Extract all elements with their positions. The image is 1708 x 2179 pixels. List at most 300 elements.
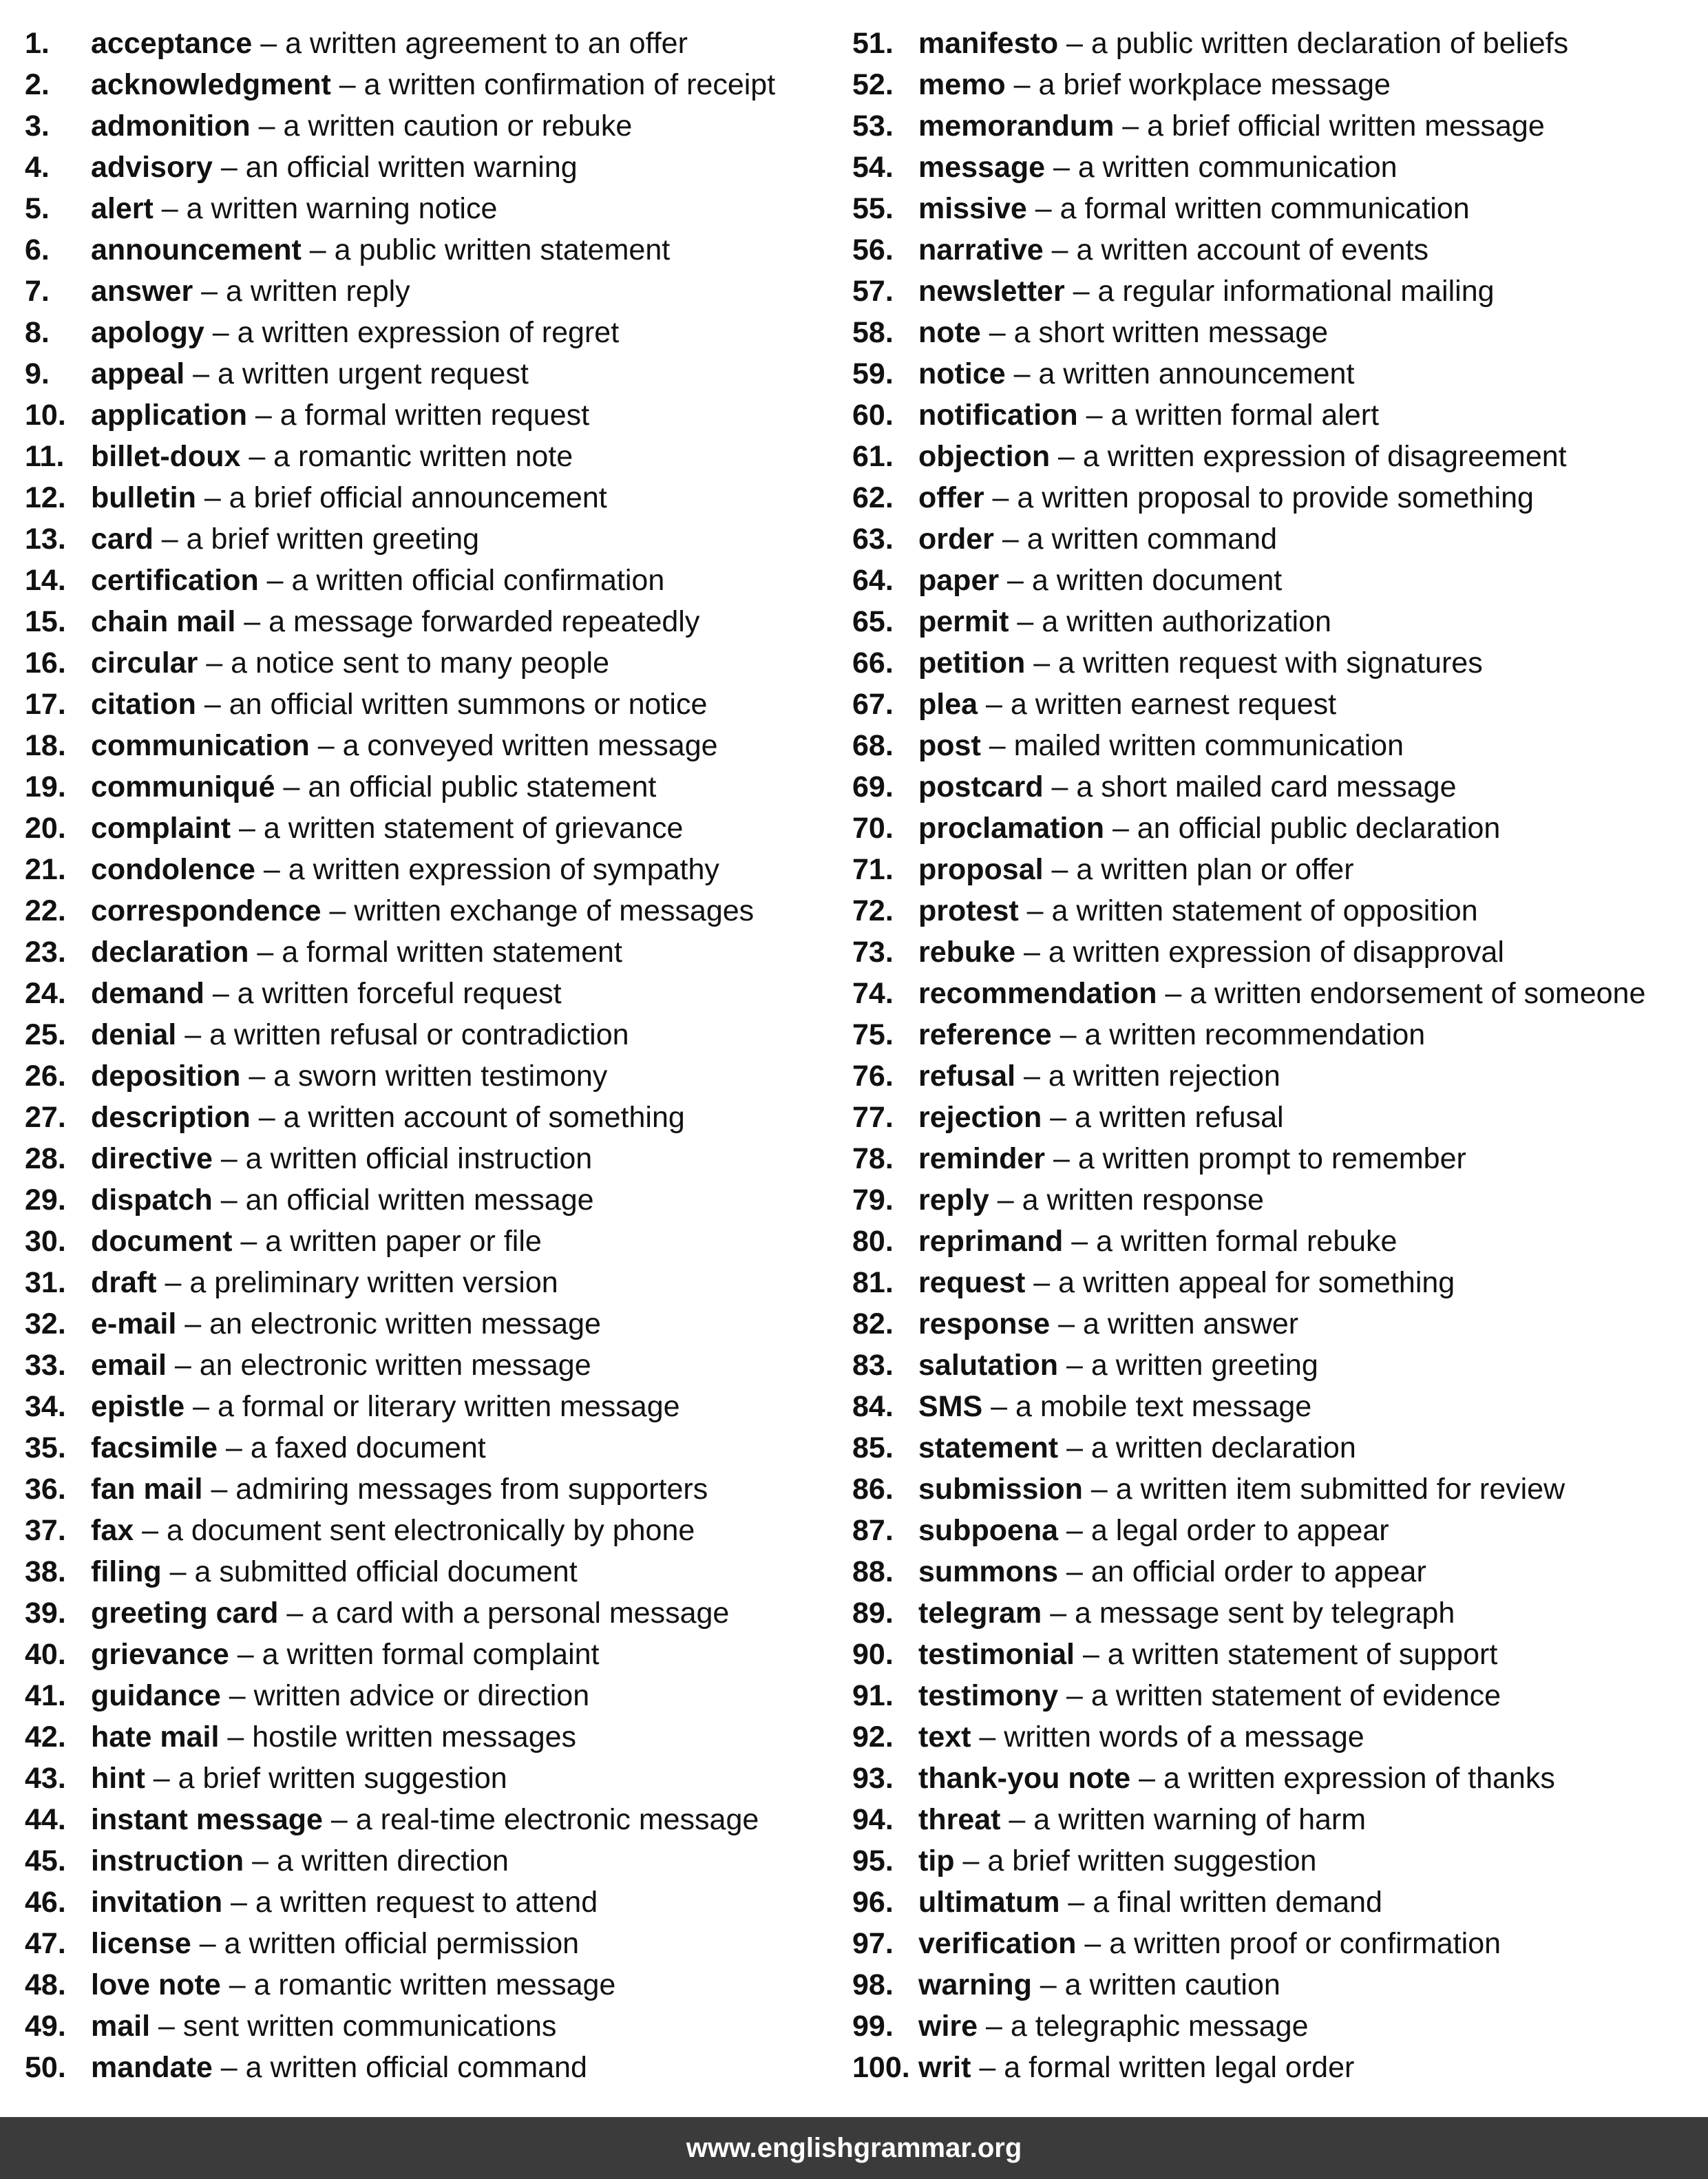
list-item [25,849,823,890]
list-item [25,1840,823,1882]
list-item [852,808,1699,849]
item-definition: – a written official instruction [212,1142,593,1175]
item-term: narrative [918,233,1044,266]
item-definition: – a written expression of sympathy [255,853,719,886]
item-term: mail [91,2010,151,2043]
list-item [25,684,823,725]
item-number: 49. [25,2010,66,2043]
item-definition: – a written request to attend [222,1886,598,1919]
item-term: testimonial [918,1638,1075,1671]
item-definition: – a written forceful request [204,977,562,1010]
item-definition: – mailed written communication [980,729,1404,762]
list-item [852,188,1699,229]
item-term: subpoena [918,1514,1059,1547]
item-definition: – a regular informational mailing [1064,275,1495,308]
item-term: acceptance [91,27,253,60]
list-item [852,1716,1699,1758]
item-number: 39. [25,1597,66,1630]
list-item [25,1758,823,1799]
item-number: 7. [25,275,50,308]
item-number: 68. [852,729,894,762]
item-term: complaint [91,812,231,845]
item-definition: – a written official confirmation [258,564,665,597]
item-definition: – a public written declaration of beliefs [1058,27,1569,60]
item-definition: – a written official permission [191,1927,580,1960]
item-number: 31. [25,1266,66,1299]
item-definition: – a written formal alert [1077,399,1380,432]
item-term: application [91,399,247,432]
item-definition: – an electronic written message [176,1307,601,1340]
item-number: 2. [25,68,50,101]
item-number: 59. [852,357,894,390]
item-number: 57. [852,275,894,308]
item-term: denial [91,1018,177,1051]
list-item [852,477,1699,518]
item-term: objection [918,440,1051,473]
item-definition: – a written earnest request [978,688,1337,721]
item-definition: – a written paper or file [232,1225,542,1258]
item-term: protest [918,894,1019,927]
item-number: 56. [852,233,894,266]
item-term: reprimand [918,1225,1064,1258]
item-definition: – a written agreement to an offer [252,27,688,60]
item-term: petition [918,646,1026,680]
list-item [25,1097,823,1138]
list-item [25,1964,823,2006]
item-number: 17. [25,688,66,721]
item-number: 5. [25,192,50,225]
item-number: 61. [852,440,894,473]
item-definition: – a written expression of thanks [1130,1762,1555,1795]
list-item [852,1303,1699,1345]
list-item [25,601,823,642]
list-item [25,1262,823,1303]
item-term: rejection [918,1101,1042,1134]
list-item [852,1551,1699,1592]
list-item [25,229,823,271]
item-number: 92. [852,1720,894,1754]
item-number: 28. [25,1142,66,1175]
item-number: 77. [852,1101,894,1134]
item-number: 15. [25,605,66,638]
item-definition: – a written proof or confirmation [1076,1927,1501,1960]
list-item [852,1840,1699,1882]
item-definition: – a brief written suggestion [954,1844,1317,1877]
item-definition: – a legal order to appear [1058,1514,1389,1547]
item-term: paper [918,564,1000,597]
list-item [852,1055,1699,1097]
item-number: 60. [852,399,894,432]
item-number: 72. [852,894,894,927]
item-number: 63. [852,523,894,556]
item-number: 54. [852,151,894,184]
item-definition: – a romantic written message [220,1968,616,2001]
item-term: memorandum [918,109,1115,143]
item-definition: – a written warning of harm [1000,1803,1367,1836]
item-definition: – a romantic written note [240,440,573,473]
item-number: 52. [852,68,894,101]
item-number: 38. [25,1555,66,1588]
list-item [25,147,823,188]
list-item [852,1799,1699,1840]
item-term: hate mail [91,1720,220,1754]
item-definition: – a submitted official document [161,1555,578,1588]
item-term: communiqué [91,770,275,803]
item-term: permit [918,605,1009,638]
item-definition: – an official written warning [212,151,578,184]
item-number: 21. [25,853,66,886]
item-term: guidance [91,1679,221,1712]
list-item [852,1510,1699,1551]
item-number: 44. [25,1803,66,1836]
item-definition: – written exchange of messages [321,894,755,927]
list-item [852,229,1699,271]
item-term: ultimatum [918,1886,1060,1919]
item-definition: – a formal written legal order [971,2051,1355,2084]
item-number: 65. [852,605,894,638]
item-term: license [91,1927,191,1960]
item-number: 80. [852,1225,894,1258]
item-term: manifesto [918,27,1059,60]
item-definition: – a conveyed written message [309,729,718,762]
item-definition: – an official public statement [275,770,657,803]
list-item [852,2047,1699,2088]
list-item [852,436,1699,477]
item-number: 33. [25,1349,66,1382]
item-definition: – a written appeal for something [1025,1266,1455,1299]
item-term: missive [918,192,1027,225]
item-term: telegram [918,1597,1042,1630]
item-number: 94. [852,1803,894,1836]
list-item [25,2006,823,2047]
item-number: 76. [852,1060,894,1093]
list-item [852,684,1699,725]
item-definition: – a brief written suggestion [145,1762,507,1795]
item-number: 1. [25,27,50,60]
item-definition: – written words of a message [971,1720,1364,1754]
list-item [852,1097,1699,1138]
item-term: verification [918,1927,1077,1960]
item-number: 11. [25,440,65,473]
item-definition: – a written endorsement of someone [1157,977,1646,1010]
item-definition: – a written answer [1050,1307,1299,1340]
item-definition: – a card with a personal message [278,1597,730,1630]
item-number: 30. [25,1225,66,1258]
item-definition: – a written formal rebuke [1063,1225,1398,1258]
list-item [25,973,823,1014]
item-term: statement [918,1431,1059,1464]
list-item [852,725,1699,766]
list-item [852,1014,1699,1055]
item-number: 4. [25,151,50,184]
item-definition: – a telegraphic message [978,2010,1309,2043]
item-number: 27. [25,1101,66,1134]
item-definition: – a written account of events [1043,233,1428,266]
list-item [852,973,1699,1014]
item-number: 98. [852,1968,894,2001]
item-number: 78. [852,1142,894,1175]
item-definition: – an official order to appear [1058,1555,1426,1588]
item-number: 85. [852,1431,894,1464]
list-item [852,2006,1699,2047]
item-term: billet-doux [91,440,241,473]
item-term: circular [91,646,198,680]
item-definition: – a written communication [1045,151,1398,184]
list-item [25,1427,823,1469]
item-term: recommendation [918,977,1157,1010]
list-item [852,312,1699,353]
list-item [25,1716,823,1758]
item-term: communication [91,729,310,762]
list-item [852,147,1699,188]
list-item [852,601,1699,642]
item-term: card [91,523,154,556]
item-definition: – a written reply [193,275,410,308]
item-number: 53. [852,109,894,143]
item-term: condolence [91,853,255,886]
item-number: 29. [25,1183,66,1217]
item-definition: – a written document [999,564,1283,597]
list-item [25,1014,823,1055]
footer-bar [0,2117,1708,2179]
list-item [25,1179,823,1221]
list-item [25,2047,823,2088]
list-item [852,1592,1699,1634]
item-number: 70. [852,812,894,845]
item-definition: – an official written message [212,1183,594,1217]
item-number: 69. [852,770,894,803]
item-term: postcard [918,770,1044,803]
item-term: text [918,1720,971,1754]
item-definition: – a written item submitted for review [1082,1473,1565,1506]
list-item [25,931,823,973]
item-number: 24. [25,977,66,1010]
list-item [25,890,823,931]
list-item [25,312,823,353]
item-definition: – a written expression of disagreement [1050,440,1567,473]
list-item [25,725,823,766]
item-definition: – a written announcement [1005,357,1355,390]
item-term: declaration [91,936,249,969]
item-definition: – a written request with signatures [1025,646,1483,680]
item-term: newsletter [918,275,1065,308]
item-number: 66. [852,646,894,680]
list-item [25,1138,823,1179]
item-number: 42. [25,1720,66,1754]
item-definition: – a short written message [980,316,1329,349]
item-number: 89. [852,1597,894,1630]
footer-website-url[interactable]: www.englishgrammar.org [686,2132,1022,2163]
item-definition: – an official written summons or notice [196,688,708,721]
item-term: writ [918,2051,971,2084]
list-item [25,353,823,394]
item-definition: – a written expression of regret [204,316,620,349]
item-term: refusal [918,1060,1016,1093]
list-item [25,271,823,312]
item-number: 75. [852,1018,894,1051]
item-definition: – a written caution or rebuke [250,109,633,143]
item-term: wire [918,2010,978,2043]
list-item [25,436,823,477]
item-term: plea [918,688,978,721]
item-number: 50. [25,2051,66,2084]
item-term: acknowledgment [91,68,331,101]
item-definition: – sent written communications [150,2010,557,2043]
item-number: 64. [852,564,894,597]
item-definition: – a written expression of disapproval [1015,936,1504,969]
item-definition: – a short mailed card message [1043,770,1457,803]
item-number: 87. [852,1514,894,1547]
item-definition: – a written caution [1031,1968,1280,2001]
item-term: post [918,729,981,762]
item-term: deposition [91,1060,241,1093]
item-definition: – a formal written communication [1026,192,1470,225]
item-term: reference [918,1018,1052,1051]
list-item [25,1799,823,1840]
item-number: 20. [25,812,66,845]
item-number: 71. [852,853,894,886]
list-item [25,1386,823,1427]
item-term: note [918,316,981,349]
item-term: advisory [91,151,213,184]
list-item [25,23,823,64]
list-item [852,1675,1699,1716]
item-number: 81. [852,1266,894,1299]
item-definition: – a real-time electronic message [322,1803,759,1836]
item-number: 83. [852,1349,894,1382]
item-definition: – a written statement of evidence [1058,1679,1501,1712]
word-list-column-right [852,23,1699,2088]
item-term: apology [91,316,204,349]
item-definition: – a notice sent to many people [198,646,609,680]
list-item [25,1345,823,1386]
item-definition: – a written formal complaint [229,1638,600,1671]
list-item [25,1923,823,1964]
item-definition: – a written refusal or contradiction [176,1018,629,1051]
list-item [852,105,1699,147]
item-term: citation [91,688,196,721]
list-item [852,271,1699,312]
item-term: demand [91,977,204,1010]
list-item [852,64,1699,105]
item-term: memo [918,68,1006,101]
item-term: correspondence [91,894,321,927]
item-term: tip [918,1844,955,1877]
item-term: submission [918,1473,1083,1506]
item-definition: – a formal written request [246,399,590,432]
list-item [852,1882,1699,1923]
item-term: rebuke [918,936,1016,969]
item-term: threat [918,1803,1001,1836]
item-definition: – a written warning notice [153,192,498,225]
list-item [852,394,1699,436]
item-term: instant message [91,1803,323,1836]
list-item [25,808,823,849]
item-term: facsimile [91,1431,218,1464]
word-list-column-left [25,23,823,2088]
item-number: 10. [25,399,66,432]
item-number: 97. [852,1927,894,1960]
item-definition: – a written statement of opposition [1018,894,1478,927]
list-item [852,1427,1699,1469]
item-number: 84. [852,1390,894,1423]
item-term: thank-you note [918,1762,1131,1795]
list-item [852,1758,1699,1799]
item-definition: – a written prompt to remember [1045,1142,1466,1175]
item-number: 26. [25,1060,66,1093]
list-item [25,766,823,808]
item-number: 48. [25,1968,66,2001]
item-number: 34. [25,1390,66,1423]
item-definition: – a written account of something [250,1101,685,1134]
list-item [25,1303,823,1345]
item-term: offer [918,481,984,514]
item-number: 47. [25,1927,66,1960]
list-item [25,1221,823,1262]
list-item [852,1138,1699,1179]
item-number: 13. [25,523,66,556]
item-term: filing [91,1555,162,1588]
list-item [25,1675,823,1716]
list-item [25,1882,823,1923]
item-term: alert [91,192,154,225]
item-term: reminder [918,1142,1046,1175]
item-definition: – a brief official announcement [196,481,607,514]
item-definition: – a message sent by telegraph [1042,1597,1455,1630]
list-item [852,1386,1699,1427]
list-item [852,890,1699,931]
item-definition: – a written official command [212,2051,587,2084]
list-item [852,518,1699,560]
item-number: 18. [25,729,66,762]
item-number: 14. [25,564,66,597]
item-term: certification [91,564,259,597]
item-definition: – a written urgent request [184,357,529,390]
item-term: e-mail [91,1307,177,1340]
item-number: 6. [25,233,50,266]
item-term: salutation [918,1349,1059,1382]
list-item [25,1592,823,1634]
item-term: grievance [91,1638,229,1671]
item-term: epistle [91,1390,185,1423]
item-number: 55. [852,192,894,225]
item-term: fan mail [91,1473,203,1506]
item-term: greeting card [91,1597,279,1630]
item-definition: – a brief workplace message [1005,68,1391,101]
item-term: request [918,1266,1026,1299]
list-item [852,560,1699,601]
item-number: 8. [25,316,50,349]
item-definition: – a written recommendation [1051,1018,1426,1051]
item-term: chain mail [91,605,236,638]
item-term: description [91,1101,251,1134]
item-term: love note [91,1968,221,2001]
item-number: 74. [852,977,894,1010]
item-definition: – a written direction [244,1844,509,1877]
list-item [852,1469,1699,1510]
item-term: instruction [91,1844,244,1877]
item-number: 32. [25,1307,66,1340]
item-definition: – an official public declaration [1104,812,1501,845]
item-number: 90. [852,1638,894,1671]
item-number: 86. [852,1473,894,1506]
item-number: 45. [25,1844,66,1877]
item-number: 58. [852,316,894,349]
item-definition: – a brief official written message [1114,109,1545,143]
item-number: 36. [25,1473,66,1506]
item-number: 67. [852,688,894,721]
item-definition: – an electronic written message [166,1349,591,1382]
